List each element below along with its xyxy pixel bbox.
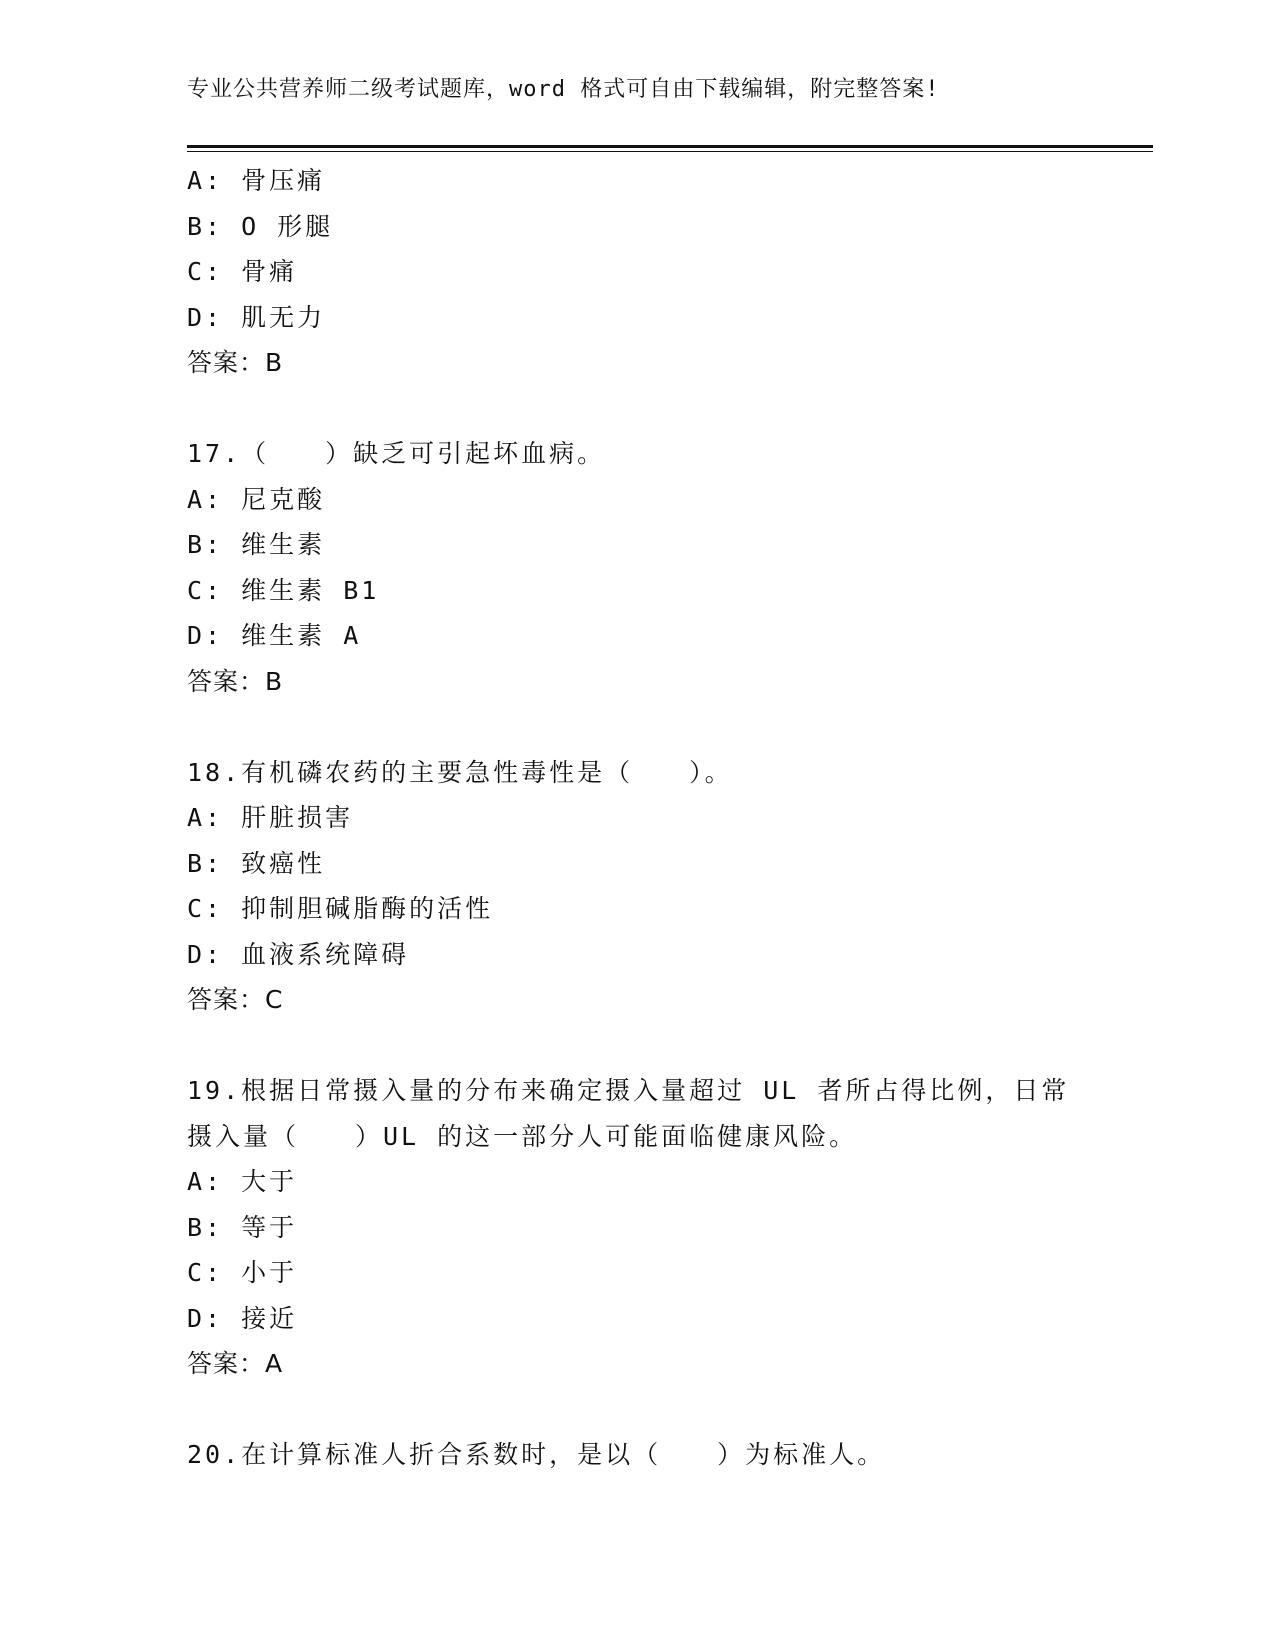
answer-line: 答案：B xyxy=(187,666,284,696)
header-rule-thin xyxy=(187,151,1153,152)
answer-line: 答案：C xyxy=(187,985,284,1014)
option-b: B: 维生素 xyxy=(187,530,326,559)
option-c: C: 骨痛 xyxy=(187,257,298,286)
question-16-continued xyxy=(187,158,1147,386)
option-d: D: 接近 xyxy=(187,1303,298,1333)
question-20 xyxy=(187,1432,1147,1478)
spacer xyxy=(187,1023,1147,1069)
question-stem-line-1: 19.根据日常摄入量的分布来确定摄入量超过 UL 者所占得比例，日常 xyxy=(187,1076,1070,1105)
spacer xyxy=(187,1387,1147,1433)
question-stem: 20.在计算标准人折合系数时，是以（ ）为标准人。 xyxy=(187,1440,886,1469)
spacer xyxy=(187,386,1147,432)
option-a: A: 大于 xyxy=(187,1167,298,1196)
header-rule-thick xyxy=(187,145,1153,148)
question-stem-line-2: 摄入量（ ）UL 的这一部分人可能面临健康风险。 xyxy=(187,1121,858,1151)
option-d: D: 维生素 A xyxy=(187,621,362,650)
answer-line: 答案：A xyxy=(187,1349,284,1378)
option-c: C: 维生素 B1 xyxy=(187,575,380,605)
option-b: B: O 形腿 xyxy=(187,211,334,241)
answer-line: 答案：B xyxy=(187,348,284,377)
option-a: A: 骨压痛 xyxy=(187,166,326,195)
option-b: B: 致癌性 xyxy=(187,848,326,878)
spacer xyxy=(187,704,1147,750)
question-stem: 17.（ ）缺乏可引起坏血病。 xyxy=(187,439,606,468)
question-19 xyxy=(187,1068,1147,1387)
option-c: C: 抑制胆碱脂酶的活性 xyxy=(187,894,494,923)
question-content xyxy=(187,158,1147,1478)
option-d: D: 血液系统障碍 xyxy=(187,939,410,969)
question-17 xyxy=(187,431,1147,704)
option-d: D: 肌无力 xyxy=(187,302,326,332)
option-a: A: 肝脏损害 xyxy=(187,803,354,832)
option-c: C: 小于 xyxy=(187,1258,298,1287)
question-18 xyxy=(187,750,1147,1023)
page-header: 专业公共营养师二级考试题库，word 格式可自由下载编辑，附完整答案! xyxy=(187,77,940,102)
option-b: B: 等于 xyxy=(187,1212,298,1242)
question-stem: 18.有机磷农药的主要急性毒性是（ ）。 xyxy=(187,757,733,787)
option-a: A: 尼克酸 xyxy=(187,484,326,514)
